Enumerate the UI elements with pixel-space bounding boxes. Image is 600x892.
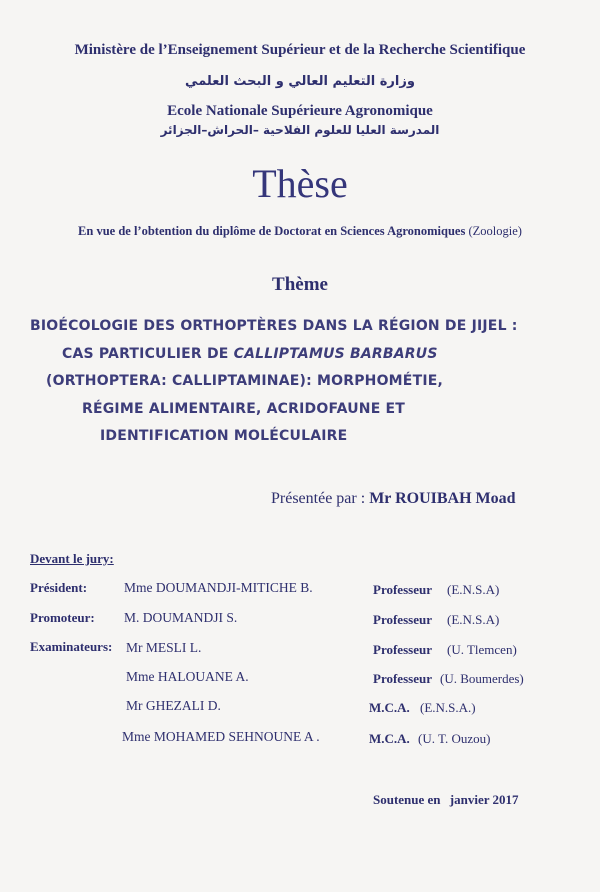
presented-by-label: Présentée par : — [271, 490, 366, 507]
jury-member-institution: (E.N.S.A) — [447, 612, 500, 627]
jury-member-status: Professeur — [373, 612, 432, 627]
thesis-title-line-2 — [62, 346, 438, 362]
thesis-title-line-5: IDENTIFICATION MOLÉCULAIRE — [100, 428, 348, 444]
jury-member-institution: (E.N.S.A) — [447, 582, 500, 597]
jury-member-institution: (E.N.S.A.) — [420, 700, 476, 715]
jury-heading: Devant le jury: — [30, 551, 114, 566]
degree-purpose-text: En vue de l’obtention du diplôme de Doctorat en Sciences Agronomiques — [78, 224, 466, 238]
thesis-title-line-4: RÉGIME ALIMENTAIRE, ACRIDOFAUNE ET — [82, 401, 406, 417]
school-name: Ecole Nationale Supérieure Agronomique — [167, 103, 433, 119]
jury-member-name: Mme DOUMANDJI-MITICHE B. — [124, 580, 313, 595]
thesis-title-line-3: (ORTHOPTERA: CALLIPTAMINAE): MORPHOMÉTIE, — [46, 373, 444, 389]
jury-member-name: Mme HALOUANE A. — [126, 669, 249, 684]
ministry-title: Ministère de l’Enseignement Supérieur et de la Recherche Scientifique — [74, 42, 526, 58]
defense-label: Soutenue en — [373, 792, 441, 807]
jury-role: Président: — [30, 580, 88, 595]
thesis-title-line-2-prefix: CAS PARTICULIER DE — [62, 346, 234, 362]
jury-member-name: Mr MESLI L. — [126, 640, 202, 655]
jury-role: Examinateurs: — [30, 639, 113, 654]
author-name: Mr ROUIBAH Moad — [369, 490, 516, 507]
school-name-arabic: المدرسة العليا للعلوم الفلاحية –الحراش–الجزائر — [160, 123, 440, 137]
degree-purpose — [0, 224, 600, 239]
jury-role: Promoteur: — [30, 610, 95, 625]
jury-member-status: Professeur — [373, 671, 432, 686]
presented-by — [271, 490, 516, 508]
thesis-title-species: CALLIPTAMUS BARBARUS — [233, 346, 438, 362]
ministry-title-arabic: وزارة التعليم العالي و البحث العلمي — [185, 74, 415, 89]
degree-speciality: (Zoologie) — [468, 224, 522, 238]
jury-member-institution: (U. Boumerdes) — [440, 671, 524, 686]
jury-member-status: Professeur — [373, 642, 432, 657]
defense-date-value: janvier 2017 — [449, 792, 519, 807]
jury-member-institution: (U. T. Ouzou) — [418, 731, 491, 746]
thesis-title-line-1: BIOÉCOLOGIE DES ORTHOPTÈRES DANS LA RÉGION DE JIJEL : — [30, 318, 518, 334]
jury-member-name: M. DOUMANDJI S. — [124, 610, 238, 625]
jury-member-name: Mme MOHAMED SEHNOUNE A . — [122, 729, 320, 744]
jury-member-status: Professeur — [373, 582, 432, 597]
jury-member-institution: (U. Tlemcen) — [447, 642, 517, 657]
jury-member-status: M.C.A. — [369, 731, 410, 746]
jury-member-status: M.C.A. — [369, 700, 410, 715]
jury-member-name: Mr GHEZALI D. — [126, 698, 221, 713]
defense-date — [373, 792, 519, 808]
document-type: Thèse — [252, 161, 348, 206]
theme-label: Thème — [272, 274, 328, 295]
